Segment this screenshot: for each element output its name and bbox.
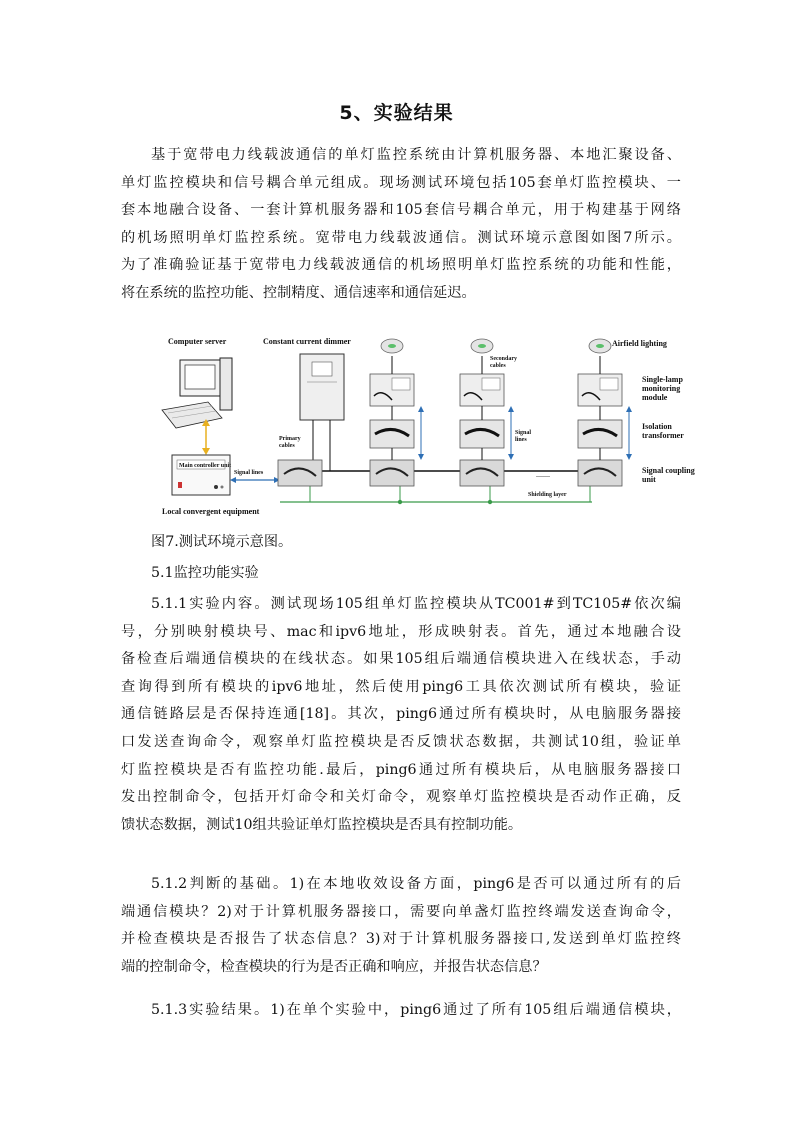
label-isolation-2: transformer	[642, 431, 684, 440]
label-signal-coupling-2: unit	[642, 475, 656, 484]
dimmer-cabinet-icon	[300, 354, 344, 420]
label-signal-lines-2: lines	[515, 437, 527, 443]
label-signal-lines-1: Signal	[515, 430, 532, 436]
label-computer-server: Computer server	[168, 337, 227, 346]
text-line: 馈状态数据，测试10组共验证单灯监控模块是否具有控制功能。	[121, 816, 523, 833]
label-dimmer: Constant current dimmer	[263, 337, 351, 346]
label-local-equipment: Local convergent equipment	[162, 507, 260, 516]
label-main-controller: Main controller unit	[179, 463, 232, 469]
label-primary-cables-2: cables	[279, 443, 295, 449]
label-dots: .......	[536, 470, 550, 479]
text-line: 查询得到所有模块的ipv6地址，然后使用ping6工具依次测试所有模块，验证	[121, 678, 681, 695]
text-line: 5.1.2判断的基础。1)在本地收效设备方面，ping6是否可以通过所有的后	[151, 876, 681, 892]
label-signal-lines-h: Signal lines	[234, 470, 264, 476]
ground-node	[398, 500, 402, 504]
airfield-light-icon	[471, 339, 493, 353]
coupling-unit-photo	[578, 460, 622, 486]
paragraph-5-1-1	[121, 591, 681, 839]
label-secondary-1: Secondary	[490, 356, 517, 362]
text-line: 灯监控模块是否有监控功能.最后，ping6通过所有模块后，从电脑服务器接口	[121, 761, 681, 778]
label-shielding-layer: Shielding layer	[528, 492, 567, 498]
text-line: 口发送查询命令，观察单灯监控模块是否反馈状态数据，共测试10组，验证单	[121, 733, 681, 750]
monitoring-module-photo	[460, 374, 504, 406]
test-environment-diagram	[160, 330, 695, 520]
text-line: 单灯监控模块和信号耦合单元组成。现场测试环境包括105套单灯监控模块、一	[121, 174, 681, 191]
isolation-transformer-photo	[578, 420, 622, 448]
text-line: 并检查模块是否报告了状态信息？3)对于计算机服务器接口,发送到单灯监控终	[121, 931, 681, 948]
label-signal-coupling-1: Signal coupling	[642, 466, 695, 475]
airfield-light-icon	[381, 339, 403, 353]
section-title: 5、实验结果	[339, 102, 454, 124]
isolation-transformer-photo	[370, 420, 414, 448]
text-line: 通信链路层是否保持连通[18]。其次，ping6通过所有模块时，从电脑服务器接	[121, 706, 681, 723]
isolation-transformer-photo	[460, 420, 504, 448]
label-single-lamp-2: monitoring	[642, 384, 681, 393]
text-line: 发出控制命令，包括开灯命令和关灯命令，观察单灯监控模块是否动作正确，反	[121, 789, 681, 806]
text-line: 为了准确验证基于宽带电力线载波通信的机场照明单灯监控系统的功能和性能，	[121, 257, 681, 274]
text-line: 套本地融合设备、一套计算机服务器和105套信号耦合单元，用于构建基于网络	[121, 202, 681, 219]
coupling-unit-photo	[278, 460, 322, 486]
label-single-lamp-1: Single-lamp	[642, 375, 683, 384]
subsection-heading: 5.1监控功能实验	[151, 565, 259, 581]
text-line: 5.1.3实验结果。1)在单个实验中，ping6通过了所有105组后端通信模块，	[151, 1002, 681, 1018]
coupling-unit-photo	[370, 460, 414, 486]
label-secondary-2: cables	[490, 363, 506, 369]
text-line: 将在系统的监控功能、控制精度、通信速率和通信延迟。	[121, 284, 476, 301]
label-isolation-1: Isolation	[642, 422, 672, 431]
label-airfield: Airfield lighting	[612, 339, 667, 348]
coupling-unit-photo	[460, 460, 504, 486]
text-line: 号，分别映射模块号、mac和ipv6地址，形成映射表。首先，通过本地融合设	[121, 623, 681, 640]
text-line: 端的控制命令，检查模块的行为是否正确和响应，并报告状态信息？	[121, 958, 547, 975]
paragraph-5-1-2	[121, 871, 681, 981]
text-line: 5.1.1实验内容。测试现场105组单灯监控模块从TC001#到TC105#依次编	[151, 596, 681, 612]
text-line: 备检查后端通信模块的在线状态。如果105组后端通信模块进入在线状态，手动	[121, 651, 681, 668]
monitoring-module-photo	[578, 374, 622, 406]
label-primary-cables-1: Primary	[279, 436, 301, 442]
ground-node	[488, 500, 492, 504]
intro-paragraph	[121, 142, 681, 308]
computer-server-icon	[162, 358, 232, 428]
text-line: 端通信模块？2)对于计算机服务器接口，需要向单盏灯监控终端发送查询命令，	[121, 903, 681, 920]
paragraph-5-1-3	[121, 997, 681, 1025]
label-single-lamp-3: module	[642, 393, 668, 402]
figure-caption: 图7.测试环境示意图。	[151, 534, 293, 550]
main-controller-unit-icon	[172, 455, 230, 495]
text-line: 的机场照明单灯监控系统。宽带电力线载波通信。测试环境示意图如图7所示。	[121, 229, 681, 246]
monitoring-module-photo	[370, 374, 414, 406]
text-line: 基于宽带电力线载波通信的单灯监控系统由计算机服务器、本地汇聚设备、	[151, 147, 681, 163]
airfield-light-icon	[589, 339, 611, 353]
